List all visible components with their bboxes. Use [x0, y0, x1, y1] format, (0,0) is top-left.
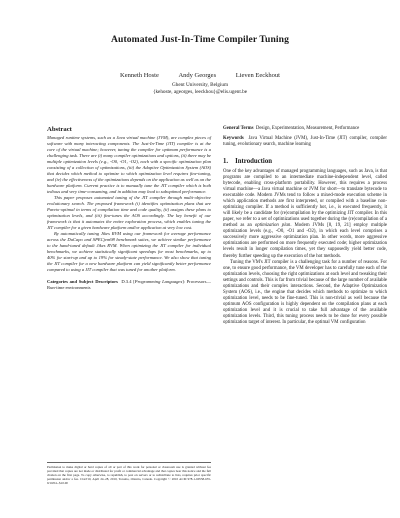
categories-text: D.3.4 [: [121, 279, 135, 285]
abstract-heading: Abstract: [47, 126, 72, 133]
author-name: Andy Georges: [178, 72, 217, 79]
abstract-paragraph: By automatically tuning Jikes RVM using our framework for average performance across the DaCapo and SPECjvm98 benchmark suites, we achieve similar performance to the hand-tuned default Jikes RVM. When optimizing the JIT compiler for individual benchmarks, we achieve statistically significant speedups for most benchmarks, up to 40% for start-up and up to 19% for steady-state performance. We also show that tuning the JIT compiler for a new hardware platform can yield significantly better performance compared to using a JIT compiler that was tuned for another platform.: [47, 231, 211, 273]
body-italic-term: optimization plan: [254, 223, 291, 229]
affiliation-email: {kehoste, ageorges, leeckhou}@elis.ugent.be: [152, 89, 248, 95]
body-text: . Modern JVMs [8, 19, 21] employ multiple optimization levels (e.g., -O0, -O1 and -O2), in which each level comprises a successively more aggressive optimization plan. In other words, more aggressive optimizations are performed on more frequently executed code; higher optimization levels result in longer compilation times, yet they supposedly yield better code, thereby further speeding up the execution of the hot methods.: [223, 223, 387, 259]
general-terms-text: Design, Experimentation, Measurement, Performance: [255, 126, 360, 131]
author-name: Kenneth Hoste: [120, 72, 159, 79]
general-terms: [223, 126, 387, 132]
categories-descriptors: [47, 279, 211, 291]
author-list: [0, 72, 400, 79]
paper-title: Automated Just-In-Time Compiler Tuning: [110, 34, 290, 45]
abstract-paragraph: Managed runtime systems, such as a Java virtual machine (JVM), are complex pieces of software with many interacting components. The Just-In-Time (JIT) compiler is at the core of the virtual machine; however, tuning the compiler for optimum performance is a challenging task. There are (i) many compiler optimizations and options, (ii) there may be multiple optimization levels (e.g., -O0, -O1, -O2), each with a specific optimization plan consisting of a collection of optimizations, (iii) the Adaptive Optimization System (AOS) that decides which method to optimize to which optimization level requires fine-tuning, and (iv) the effectiveness of the optimizations depends on the application as well as on the hardware platform. Current practice is to manually tune the JIT compiler which is both tedious and very time-consuming, and in addition may lead to suboptimal performance.: [47, 135, 211, 195]
body-paragraph: Tuning the VM's JIT compiler is a challenging task for a number of reasons. For one, to ensure good performance, the VM developer has to carefully tune each of the optimization levels, choosing the right optimizations at each level and tweaking their settings and controls. This is far from trivial because of the large number of available optimizations and their complex interactions. Second, the Adaptive Optimization System (AOS), i.e., the engine that decides which methods to optimize to which optimization level, needs to be fine-tuned. This is non-trivial as well because the optimum AOS configuration is highly dependent on the compilation plans at each optimization level and it is crucial to take full advantage of the available optimization levels. Third, this tuning process needs to be done for every possible optimization target of interest. In particular, the optimal VM configuration: [223, 259, 387, 325]
affiliation: [0, 82, 400, 96]
categories-label: Categories and Subject Descriptors: [47, 279, 118, 285]
section-number: 1.: [223, 158, 229, 166]
author-name: Lieven Eeckhout: [235, 72, 280, 79]
left-column: [47, 126, 211, 291]
keywords: [223, 136, 387, 148]
categories-rest: ]: Processors—Run-time environments: [47, 279, 211, 291]
body-text: One of the key advantages of managed programming languages, such as Java, is that programs are compiled to an intermediate machine-independent level, called bytecode, enabling cross-platform portability. However, this requires a process virtual machine—a Java virtual machine or JVM for short—to translate bytecode to executable code. Modern JVMs tend to follow a mixed-mode execution scheme in which application methods are first interpreted, or compiled with a baseline non-optimizing compiler. If a method is sufficiently hot, i.e., is executed frequently, it will likely be a candidate for (re)compilation by the optimizing JIT compiler. In this paper, we refer to a set of optimizations used together during the (re)compilation of a method as an: [223, 169, 387, 229]
section-heading: [223, 158, 387, 165]
section-body: [223, 169, 387, 325]
copyright-footnote: Permission to make digital or hard copies of all or part of this work for personal or classroom use is granted without fee provided that copies are not made or distributed for profit or commercial advantage and that copies bear this notice and the full citation on the first page. To copy otherwise, to republish, to post on servers or to redistribute to lists, requires prior specific permission and/or a fee. CGO'10, April 24–28, 2010, Toronto, Ontario, Canada. Copyright © 2010 ACM 978-1-60558-635-9/10/04...$10.00: [47, 462, 211, 485]
keywords-label: Keywords: [223, 136, 244, 142]
affiliation-institution: Ghent University, Belgium: [172, 82, 228, 88]
abstract-body: [47, 135, 211, 273]
right-column: [223, 126, 387, 326]
keywords-text: Java Virtual Machine (JVM), Just-In-Time (JIT) compiler, compiler tuning, evolutionary search, machine learning: [223, 136, 387, 148]
abstract-paragraph: This paper proposes automated tuning of the JIT compiler through multi-objective evolutionary search. The proposed framework (i) identifies optimization plans that are Pareto-optimal in terms of compilation time and code quality, (ii) assigns these plans to optimization levels, and (iii) fine-tunes the AOS accordingly. The key benefit of our framework is that it automates the entire exploration process, which enables tuning the JIT compiler for a given hardware platform and/or application at very low cost.: [47, 195, 211, 231]
section-title: Introduction: [235, 158, 272, 166]
body-paragraph: [223, 169, 387, 259]
general-terms-label: General Terms: [223, 126, 254, 131]
categories-italic: Programming Languages: [134, 279, 183, 285]
